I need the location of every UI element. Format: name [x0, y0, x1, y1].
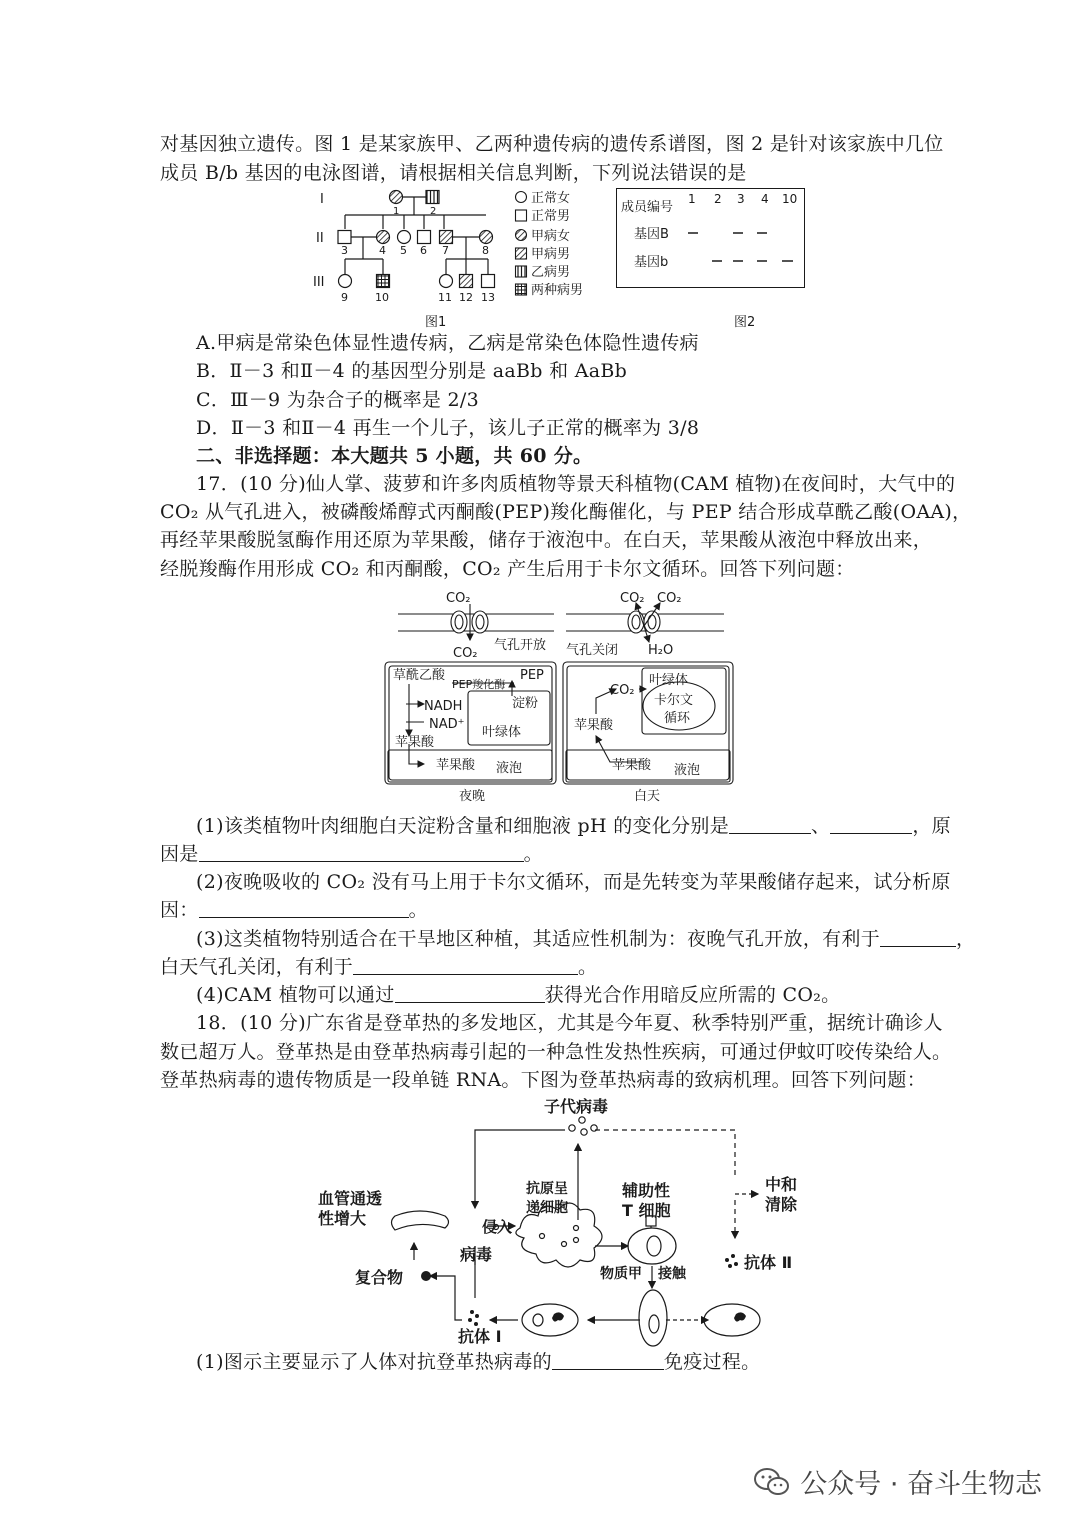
day-malate: 苹果酸: [574, 718, 614, 733]
q17-sub1-sep: 、: [811, 815, 831, 837]
label-substance-a: 物质甲: [600, 1266, 642, 1282]
q17-sub3-comma: ，: [956, 928, 976, 950]
q17-sub1-reason-label: 因是: [160, 843, 199, 865]
q17-sub3-end: 。: [578, 956, 598, 978]
label-th-2: T 细胞: [622, 1201, 671, 1220]
pedigree-III9: [339, 275, 352, 288]
label-complex: 复合物: [355, 1268, 404, 1287]
q16-option-d: D．Ⅱ－3 和Ⅱ－4 再生一个儿子，该儿子正常的概率为 3/8: [196, 417, 700, 439]
label-antibody-2: 抗体 Ⅱ: [744, 1253, 793, 1272]
gen-label-II: II: [316, 231, 324, 246]
label-vessel-1: 血管通透: [318, 1189, 383, 1208]
answer-blank-8[interactable]: [552, 1349, 664, 1370]
day-co2-a: CO₂: [620, 591, 645, 606]
pedigree-III13: [482, 275, 495, 288]
pedigree-num: 1: [393, 206, 400, 217]
q17-sub1-reason: [160, 840, 543, 868]
day-co2-b: CO₂: [657, 591, 682, 606]
night-nadh: NADH: [424, 699, 463, 714]
legend-normal-male: 正常男: [531, 209, 571, 224]
day-stoma-closed: 气孔关闭: [566, 643, 619, 658]
label-vessel-2: 性增大: [318, 1209, 367, 1228]
q16-option-a: A.甲病是常染色体显性遗传病，乙病是常染色体隐性遗传病: [196, 332, 699, 354]
night-malate: 苹果酸: [395, 735, 435, 750]
q17-line-3: 再经苹果酸脱氢酶作用还原为苹果酸，储存于液泡中。在白天，苹果酸从液泡中释放出来，: [160, 529, 933, 551]
q17-sub1-end: 。: [523, 843, 543, 865]
pedigree-III10: [377, 275, 390, 288]
gel-col-10: 10: [782, 192, 798, 206]
q17-sub4-text: (4)CAM 植物可以通过: [196, 984, 395, 1006]
q16-option-b: B．Ⅱ－3 和Ⅱ－4 的基因型分别是 aaBb 和 AaBb: [196, 360, 628, 382]
pedigree-II6: [418, 231, 431, 244]
night-vacuole: 液泡: [496, 761, 523, 776]
legend-a-male: 甲病男: [531, 247, 571, 262]
q18-sub1-text: (1)图示主要显示了人体对抗登革热病毒的: [196, 1351, 552, 1373]
intro-line-1: 对基因独立遗传。图 1 是某家族甲、乙两种遗传病的遗传系谱图，图 2 是针对该家族中几位: [160, 133, 944, 155]
cam-figure: [384, 586, 734, 808]
q17-sub4: [196, 981, 840, 1009]
answer-blank-6[interactable]: [353, 954, 578, 975]
q17-sub4-tail: 获得光合作用暗反应所需的 CO₂。: [544, 984, 841, 1006]
night-pep: PEP: [520, 668, 544, 683]
watermark: [754, 1462, 1042, 1501]
answer-blank-2[interactable]: [830, 813, 912, 834]
legend-both-male: 两种病男: [531, 283, 584, 298]
gen-label-I: I: [320, 192, 324, 207]
dengue-figure: [310, 1088, 810, 1350]
q17-sub2-reason-label: 因：: [160, 899, 199, 921]
day-co2-in: CO₂: [610, 683, 635, 698]
gel-col-4: 4: [761, 192, 769, 206]
label-apc-1: 抗原呈: [526, 1181, 568, 1197]
q17-sub1-text: (1)该类植物叶肉细胞白天淀粉含量和细胞液 pH 的变化分别是: [196, 815, 730, 837]
day-h2o: H₂O: [648, 643, 674, 658]
pedigree-III11: [440, 275, 453, 288]
label-apc-2: 递细胞: [526, 1200, 568, 1216]
answer-blank-4[interactable]: [199, 897, 409, 918]
pedigree-num: 4: [379, 244, 386, 257]
pedigree-I1: [390, 191, 403, 204]
night-stoma-open: 气孔开放: [494, 638, 547, 653]
pedigree-II4: [377, 231, 390, 244]
pedigree-num: 2: [430, 206, 437, 217]
night-pepc: PEP羧化酶: [452, 678, 506, 691]
watermark-text: 公众号 · 奋斗生物志: [800, 1469, 1042, 1500]
pedigree-I2: [426, 191, 439, 204]
pedigree-num: 8: [482, 244, 489, 257]
section-2-heading: 二、非选择题：本大题共 5 小题，共 60 分。: [196, 445, 593, 467]
label-progeny-virus: 子代病毒: [544, 1097, 609, 1116]
q17-sub3: [196, 925, 975, 953]
pedigree-num: 7: [442, 244, 449, 257]
pedigree-num: 13: [481, 291, 495, 304]
label-virus: 病毒: [460, 1245, 493, 1264]
q17-sub2-end: 。: [408, 899, 428, 921]
night-chloroplast: 叶绿体: [482, 725, 522, 740]
night-co2-top: CO₂: [446, 591, 471, 606]
day-calvin-1: 卡尔文: [654, 693, 694, 708]
answer-blank-1[interactable]: [729, 813, 811, 834]
pedigree-III12: [460, 275, 473, 288]
label-antibody-1: 抗体 I: [458, 1327, 502, 1346]
label-th-1: 辅助性: [622, 1181, 671, 1200]
q18-sub1-tail: 免疫过程。: [663, 1351, 761, 1373]
intro-line-2: 成员 B/b 基因的电泳图谱，请根据相关信息判断，下列说法错误的是: [160, 162, 747, 184]
night-oaa: 草酰乙酸: [393, 668, 446, 683]
q17-sub3-text: (3)这类植物特别适合在干旱地区种植，其适应性机制为：夜晚气孔开放，有利于: [196, 928, 881, 950]
pedigree-num: 12: [459, 291, 473, 304]
night-starch: 淀粉: [512, 696, 539, 711]
wechat-icon: [754, 1467, 790, 1497]
legend-b-male: 乙病男: [531, 265, 571, 280]
gel-row-B: 基因B: [634, 227, 669, 242]
gel-col-1: 1: [688, 192, 696, 206]
gel-col-3: 3: [737, 192, 745, 206]
pedigree-figure: [300, 184, 620, 332]
legend-normal-female: 正常女: [531, 191, 571, 206]
gel-row-b: 基因b: [634, 255, 669, 270]
q17-sub2-reason: [160, 896, 428, 924]
legend-a-female: 甲病女: [531, 229, 571, 244]
q17-sub2: (2)夜晚吸收的 CO₂ 没有马上用于卡尔文循环，而是先转变为苹果酸储存起来，试分析原: [196, 871, 951, 893]
q17-sub3-line2: [160, 953, 597, 981]
q18-line-2: 数已超万人。登革热是由登革热病毒引起的一种急性发热性疾病，可通过伊蚊叮咬传染给人。: [160, 1041, 952, 1063]
pedigree-num: 9: [341, 291, 348, 304]
label-invade: 侵入: [482, 1218, 513, 1236]
pedigree-num: 5: [400, 244, 407, 257]
q17-line-4: 经脱羧酶作用形成 CO₂ 和丙酮酸，CO₂ 产生后用于卡尔文循环。回答下列问题：: [160, 558, 855, 580]
gel-col-2: 2: [714, 192, 722, 206]
label-contact: 接触: [658, 1266, 686, 1282]
figure-1-caption: 图1: [425, 315, 447, 330]
night-malate-vacuole: 苹果酸: [436, 758, 476, 773]
q17-sub1-tail: ，原: [912, 815, 951, 837]
day-caption: 白天: [634, 789, 661, 804]
q17-sub1: [196, 812, 951, 840]
label-neutralize-2: 清除: [765, 1195, 798, 1214]
day-vacuole: 液泡: [674, 763, 701, 778]
pedigree-num: 3: [341, 244, 348, 257]
q17-line-1: 17．(10 分)仙人掌、菠萝和许多肉质植物等景天科植物(CAM 植物)在夜间时，大气中的: [196, 473, 956, 495]
night-nad: NAD⁺: [429, 717, 465, 732]
q18-sub1: [196, 1348, 760, 1376]
pedigree-II3: [338, 231, 351, 244]
gel-figure: [616, 186, 806, 332]
q17-sub3-line2-text: 白天气孔关闭，有利于: [160, 956, 354, 978]
day-calvin-2: 循环: [664, 711, 691, 726]
figure-2-caption: 图2: [734, 315, 756, 330]
label-neutralize-1: 中和: [765, 1175, 798, 1194]
q17-line-2: CO₂ 从气孔进入，被磷酸烯醇式丙酮酸(PEP)羧化酶催化，与 PEP 结合形成草酰乙酸(OAA)，: [160, 501, 972, 523]
answer-blank-5[interactable]: [880, 926, 956, 947]
night-co2-bottom: CO₂: [453, 646, 478, 661]
q16-option-c: C．Ⅲ－9 为杂合子的概率是 2/3: [196, 389, 480, 411]
q18-line-1: 18．(10 分)广东省是登革热的多发地区，尤其是今年夏、秋季特别严重，据统计确诊人: [196, 1012, 943, 1034]
q18-line-3: 登革热病毒的遗传物质是一段单链 RNA。下图为登革热病毒的致病机理。回答下列问题：: [160, 1069, 926, 1091]
gen-label-III: III: [313, 275, 325, 290]
day-malate-vacuole: 苹果酸: [612, 758, 652, 773]
pedigree-num: 10: [375, 291, 389, 304]
night-caption: 夜晚: [459, 789, 486, 804]
pedigree-II7: [440, 231, 453, 244]
gel-header-label: 成员编号: [621, 200, 674, 215]
pedigree-II5: [398, 231, 411, 244]
pedigree-II8: [480, 231, 493, 244]
answer-blank-7[interactable]: [395, 982, 545, 1003]
pedigree-num: 6: [420, 244, 427, 257]
pedigree-num: 11: [438, 291, 452, 304]
day-chloroplast: 叶绿体: [649, 673, 689, 688]
answer-blank-3[interactable]: [199, 841, 524, 862]
